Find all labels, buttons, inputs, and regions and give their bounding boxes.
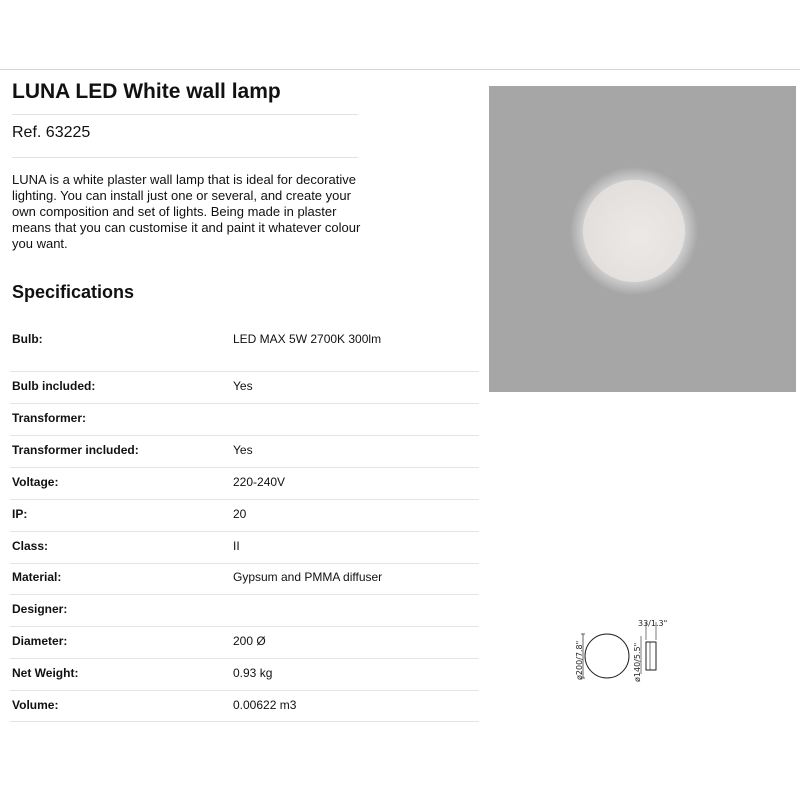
spec-label: Material: <box>12 570 62 584</box>
spec-label: Diameter: <box>12 634 68 648</box>
spec-value: 0.00622 m3 <box>233 698 297 712</box>
spec-value: LED MAX 5W 2700K 300lm <box>233 332 382 346</box>
product-description: LUNA is a white plaster wall lamp that is ideal for decorative lighting. You can install just one or several, and create your own composition and set of lights. Being made in plaster means that you can customise it and paint it whatever colour you want. <box>12 172 361 251</box>
row-divider <box>10 467 479 468</box>
row-divider <box>10 721 479 722</box>
title-divider <box>12 114 358 115</box>
spec-value: Yes <box>233 443 253 457</box>
lamp-disc <box>583 180 685 282</box>
row-divider <box>10 594 479 595</box>
spec-label: Class: <box>12 539 49 553</box>
row-divider <box>10 435 479 436</box>
depth-label: 33/1.3" <box>638 619 668 628</box>
spec-label: Transformer: <box>12 411 87 425</box>
row-divider <box>10 690 479 691</box>
spec-label: Designer: <box>12 602 68 616</box>
row-divider <box>10 403 479 404</box>
mount-diameter-label: ø140/5.5" <box>633 642 642 682</box>
spec-label: Bulb: <box>12 332 43 346</box>
row-divider <box>10 626 479 627</box>
spec-value: II <box>233 539 240 553</box>
lamp-front-outline <box>585 634 629 678</box>
ref-divider <box>12 157 358 158</box>
row-divider <box>10 563 479 564</box>
spec-value: 220-240V <box>233 475 286 489</box>
spec-value: 200 Ø <box>233 634 266 648</box>
spec-label: IP: <box>12 507 28 521</box>
spec-value: Yes <box>233 379 253 393</box>
spec-label: Net Weight: <box>12 666 79 680</box>
spec-label: Bulb included: <box>12 379 96 393</box>
product-title: LUNA LED White wall lamp <box>12 80 281 103</box>
product-photo <box>489 86 796 392</box>
product-ref: Ref. 63225 <box>12 124 91 141</box>
top-divider <box>0 69 800 70</box>
row-divider <box>10 499 479 500</box>
row-divider <box>10 658 479 659</box>
spec-value: 20 <box>233 507 247 521</box>
dimension-drawing <box>570 612 680 692</box>
lamp-side-profile <box>646 642 656 670</box>
diameter-label: ø200/7.8" <box>575 640 584 680</box>
specifications-heading: Specifications <box>12 282 135 302</box>
spec-label: Volume: <box>12 698 59 712</box>
row-divider <box>10 371 479 372</box>
row-divider <box>10 531 479 532</box>
spec-label: Transformer included: <box>12 443 139 457</box>
spec-label: Voltage: <box>12 475 59 489</box>
spec-value: Gypsum and PMMA diffuser <box>233 570 383 584</box>
spec-value: 0.93 kg <box>233 666 273 680</box>
